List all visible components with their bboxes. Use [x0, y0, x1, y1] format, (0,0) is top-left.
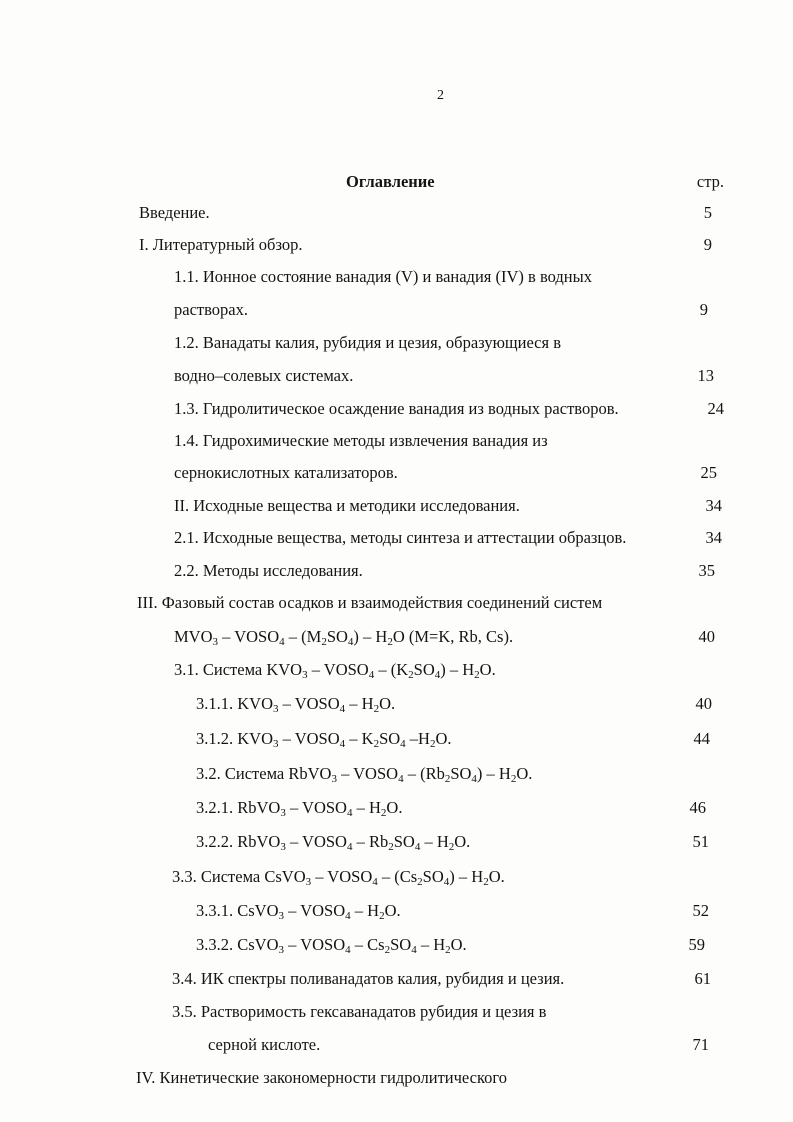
toc-entry-page: 24: [707, 399, 724, 418]
toc-formula-row: 3.2.2. RbVO$_3$ – $VOSO_4 - Rb_2SO_4 - H_2O$.: [196, 832, 471, 853]
toc-entry-text: водно–солевых системах.: [174, 366, 354, 385]
toc-formula-row: $MVO_3$ – $VOSO_4 - (M_2SO_4) - H_2O$ (M=K, Rb, Cs).: [174, 627, 514, 648]
toc-entry-text: II. Исходные вещества и методики исследования.: [174, 496, 520, 515]
toc-heading: Оглавление: [346, 172, 435, 191]
toc-entry-page: 40: [695, 694, 712, 713]
toc-entry-text: I. Литературный обзор.: [139, 235, 303, 254]
toc-formula-row: 3.1. Система $KVO_3$ – $VOSO_4 - (K_2SO_4) - H_2O$.: [174, 660, 496, 681]
toc-entry-text: 2.1. Исходные вещества, методы синтеза и аттестации образцов.: [174, 528, 627, 547]
toc-entry-text: Введение.: [139, 203, 210, 222]
toc-entry-text: 3.4. ИК спектры поливанадатов калия, рубидия и цезия.: [172, 969, 565, 988]
toc-entry-page: 40: [698, 627, 715, 646]
toc-entry-page: 13: [697, 366, 714, 385]
toc-formula-row: 3.1.1. $KVO_3$ – $VOSO_4 - H_2O$.: [196, 694, 396, 715]
toc-entry-page: 51: [692, 832, 709, 851]
toc-entry-page: 34: [705, 528, 722, 547]
toc-entry-page: 9: [699, 300, 708, 319]
page-number: 2: [437, 88, 444, 103]
toc-entry-page: 46: [689, 798, 706, 817]
toc-entry-page: 9: [703, 235, 712, 254]
toc-entry-text: 1.3. Гидролитическое осаждение ванадия из водных растворов.: [174, 399, 619, 418]
toc-entry-page: 35: [698, 561, 715, 580]
toc-entry-text: IV. Кинетические закономерности гидролитического: [136, 1068, 508, 1087]
toc-entry-page: 59: [688, 935, 705, 954]
toc-entry-text: растворах.: [174, 300, 248, 319]
toc-entry-text: 1.1. Ионное состояние ванадия (V) и ванадия (IV) в водных: [174, 267, 592, 286]
toc-entry-page: 5: [703, 203, 712, 222]
toc-entry-text: сернокислотных катализаторов.: [174, 463, 398, 482]
toc-entry-page: 25: [700, 463, 717, 482]
toc-entry-page: 52: [692, 901, 709, 920]
toc-entry-text: серной кислоте.: [208, 1035, 321, 1054]
toc-formula-row: 3.3.2. CsVO$_3$ – $VOSO_4 - Cs_2SO_4 - H_2O$.: [196, 935, 467, 956]
toc-formula-row: 3.3.1. CsVO$_3$ – $VOSO_4 - H_2O$.: [196, 901, 401, 922]
toc-entry-text: 1.4. Гидрохимические методы извлечения ванадия из: [174, 431, 548, 450]
toc-formula-row: 3.1.2. $KVO_3$ – $VOSO_4 - K_2SO_4$ $-H_2O$.: [196, 729, 452, 750]
toc-formula-row: 3.2.1. RbVO$_3$ – $VOSO_4 - H_2O$.: [196, 798, 403, 819]
page-column-label: стр.: [696, 172, 724, 191]
toc-entry-page: 34: [705, 496, 722, 515]
toc-formula-row: 3.3. Система CsVO$_3$ – $VOSO_4 - (Cs_2SO_4) - H_2O$.: [172, 867, 505, 888]
toc-entry-text: 2.2. Методы исследования.: [174, 561, 363, 580]
toc-entry-text: III. Фазовый состав осадков и взаимодействия соединений систем: [137, 593, 603, 612]
toc-entry-page: 71: [692, 1035, 709, 1054]
toc-formula-row: 3.2. Система RbVO$_3$ – $VOSO_4 - (Rb_2SO_4) - H_2O$.: [196, 764, 533, 785]
toc-entry-text: 3.5. Растворимость гексаванадатов рубидия и цезия в: [172, 1002, 547, 1021]
toc-entry-page: 44: [693, 729, 710, 748]
toc-entry-text: 1.2. Ванадаты калия, рубидия и цезия, образующиеся в: [174, 333, 562, 352]
toc-entry-page: 61: [694, 969, 711, 988]
